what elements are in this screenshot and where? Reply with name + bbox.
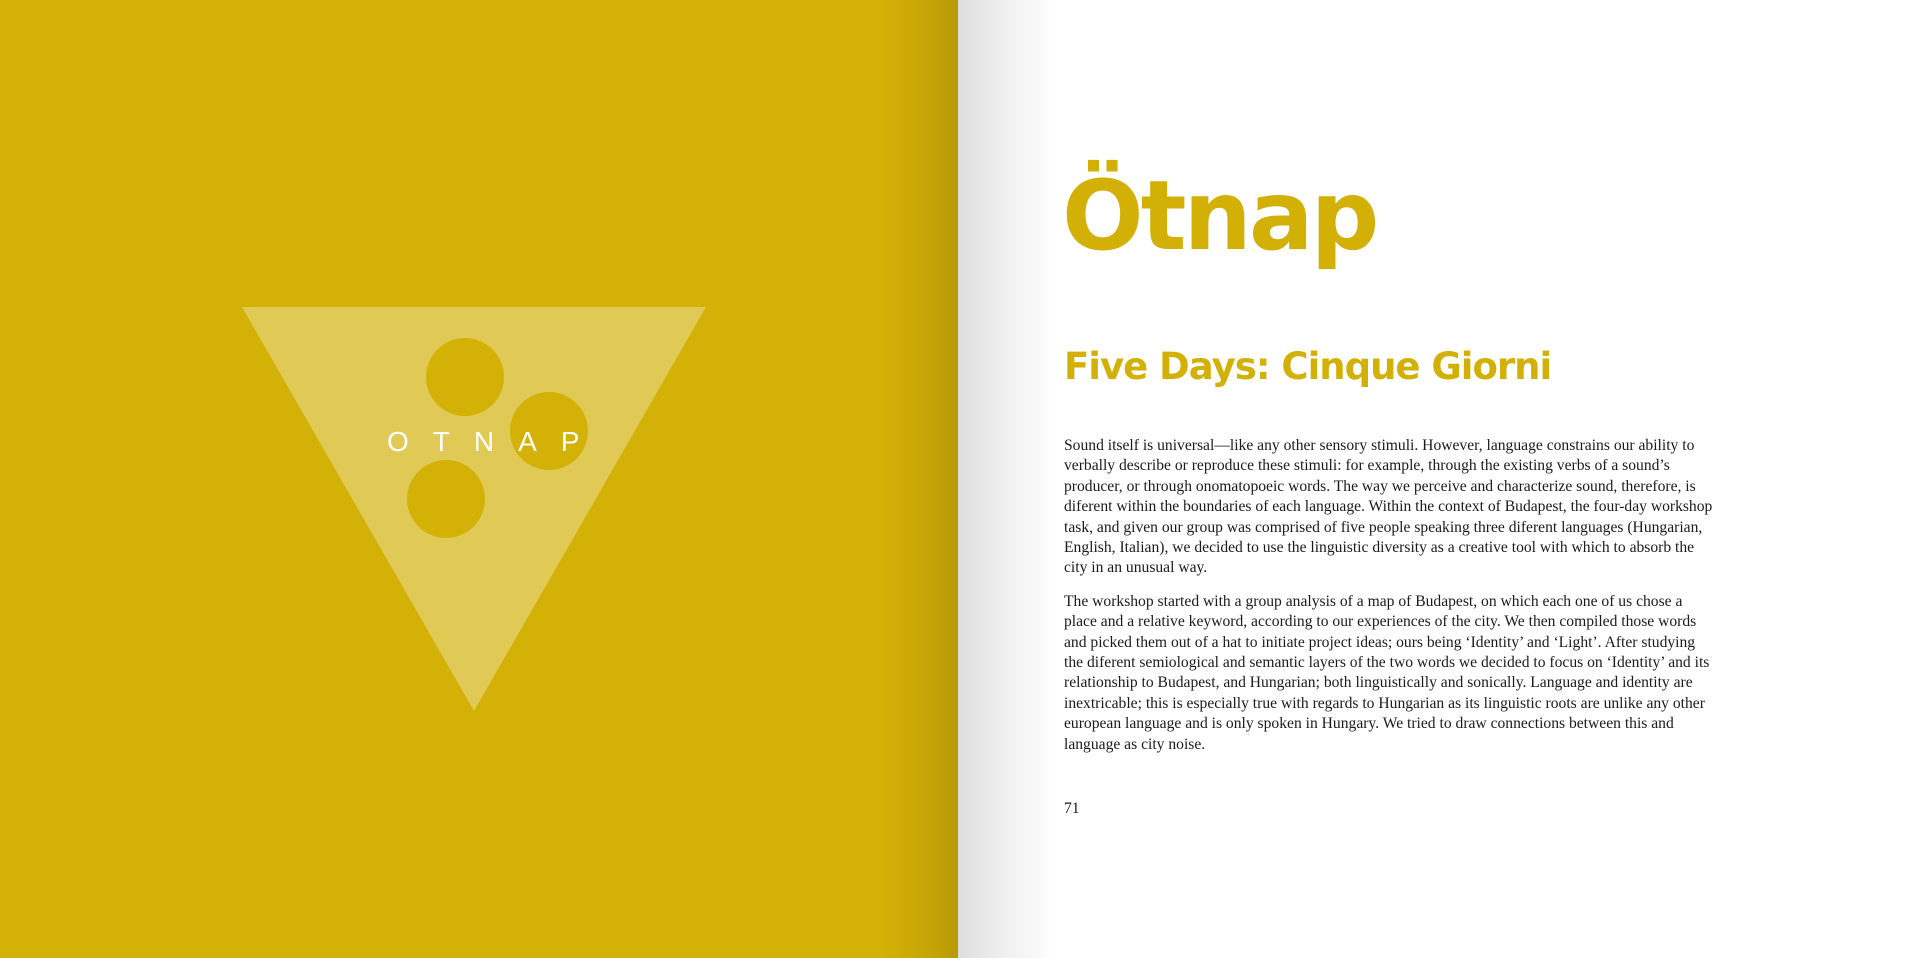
logo-circle-top	[426, 338, 504, 416]
logo-circle-bottom	[407, 460, 485, 538]
otnap-logo	[0, 0, 958, 958]
body-paragraph-1: Sound itself is universal—like any other sensory stimuli. However, language constrains our ability to verbally describe or reproduce these stimuli: for example, through the existing verbs of a sound’s producer, or through onomatopoeic words. The way we perceive and characterize sound, therefore, is diferent within the boundaries of each language. Within the context of Budapest, the four-day workshop task, and given our group was comprised of five people speaking three diferent languages (Hungarian, English, Italian), we decided to use the linguistic diversity as a creative tool with which to absorb the city in an unusual way.	[1064, 437, 1713, 577]
left-page	[0, 0, 958, 958]
right-gutter-shadow	[958, 0, 1058, 958]
left-gutter-shadow	[880, 0, 958, 958]
page-subtitle: Five Days: Cinque Giorni	[1064, 345, 1552, 388]
body-text	[1064, 436, 1714, 768]
page-number: 71	[1064, 800, 1080, 817]
page-title: Ötnap	[1062, 160, 1377, 272]
body-paragraph-2: The workshop started with a group analysis of a map of Budapest, on which each one of us chose a place and a relative keyword, according to our experiences of the city. We then compiled those words and picked them out of a hat to initiate project ideas; ours being ‘Identity’ and ‘Light’. After studying the diferent semiological and semantic layers of the two words we decided to focus on ‘Identity’ and its relationship to Budapest, and Hungarian; both linguistically and sonically. Language and identity are inextricable; this is especially true with regards to Hungarian as its linguistic roots are unlike any other european language and is only spoken in Hungary. We tried to draw connections between this and language as city noise.	[1064, 592, 1710, 753]
logo-wordmark: OTNAP	[387, 426, 604, 457]
right-page	[958, 0, 1920, 958]
